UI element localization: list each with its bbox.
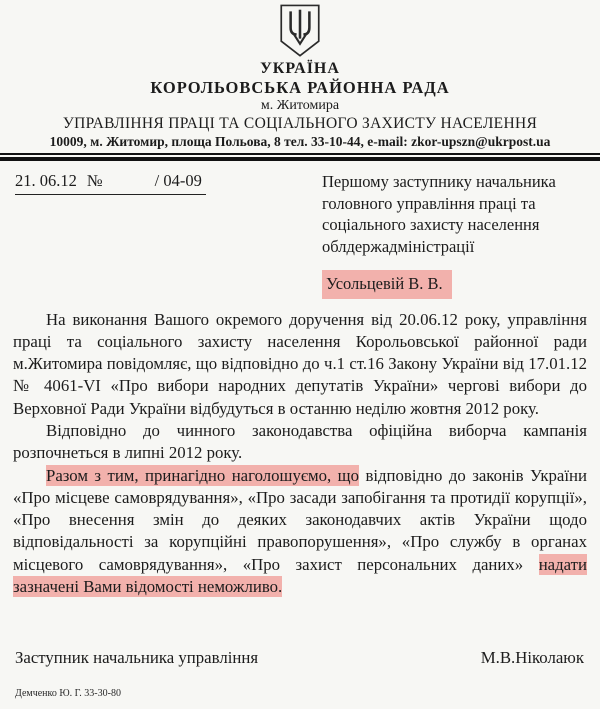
recipient-block: [322, 171, 590, 299]
paragraph-3: [13, 465, 587, 599]
executor-note: Демченко Ю. Г. 33-30-80: [15, 688, 121, 699]
paragraph-1: На виконання Вашого окремого доручення від 20.06.12 року, управління праці та соціального захисту населення Корольовської районної ради м.Житомира повідомляє, що відповідно до ч.1 ст.16 Закону України від 17.01.12 № 4061-VI «Про вибори народних депутатів України» чергові вибори до Верховної Ради України відбудуться в останню неділю жовтня 2012 року.: [13, 309, 587, 418]
reference-line: [15, 171, 206, 195]
header-contact-line: 10009, м. Житомир, площа Польова, 8 тел. 33-10-44, e-mail: zkor-upszn@ukrpost.ua: [49, 134, 551, 149]
reference-number-suffix: / 04-09: [154, 171, 202, 190]
header-department: УПРАВЛІННЯ ПРАЦІ ТА СОЦІАЛЬНОГО ЗАХИСТУ НАСЕЛЕННЯ: [62, 115, 538, 132]
reference-date: 21. 06.12: [15, 171, 77, 190]
signer-title: Заступник начальника управління: [15, 648, 259, 668]
reference-recipient-row: [15, 171, 590, 299]
recipient-name-highlighted: Усольцевій В. В.: [322, 270, 452, 299]
reference-number-sign: №: [86, 171, 103, 190]
paragraph-3-main-text: відповідно до законів України «Про місцеве самоврядування», «Про засади запобігання та протидії корупції», «Про внесення змін до деяких законодавчих актів України щодо відповідальності за корупційні правопорушення», «Про службу в органах місцевого самоврядування», «Про захист персональних даних»: [13, 465, 587, 574]
paragraph-2: Відповідно до чинного законодавства офіційна виборча кампанія розпочнеться в липні 2012 року.: [13, 420, 587, 463]
signature-row: [15, 648, 584, 668]
ukraine-trident-shield-icon: [277, 3, 323, 59]
highlight-conclusion-phrase: надати зазначені Вами відомості неможливо.: [13, 554, 587, 597]
letterhead: [0, 0, 600, 150]
header-city: м. Житомира: [260, 98, 340, 113]
recipient-address: Першому заступнику начальника головного управління праці та соціального захисту населення облдержадміністрації: [322, 172, 556, 256]
highlight-emphasis-phrase: Разом з тим, принагідно наголошуємо, що: [46, 465, 359, 485]
letter-body: [13, 309, 587, 599]
header-council-name: КОРОЛЬОВСЬКА РАЙОННА РАДА: [150, 78, 450, 97]
header-country: УКРАЇНА: [260, 60, 340, 77]
letterhead-divider: [0, 153, 600, 161]
signer-name: М.В.Ніколаюк: [480, 648, 584, 668]
